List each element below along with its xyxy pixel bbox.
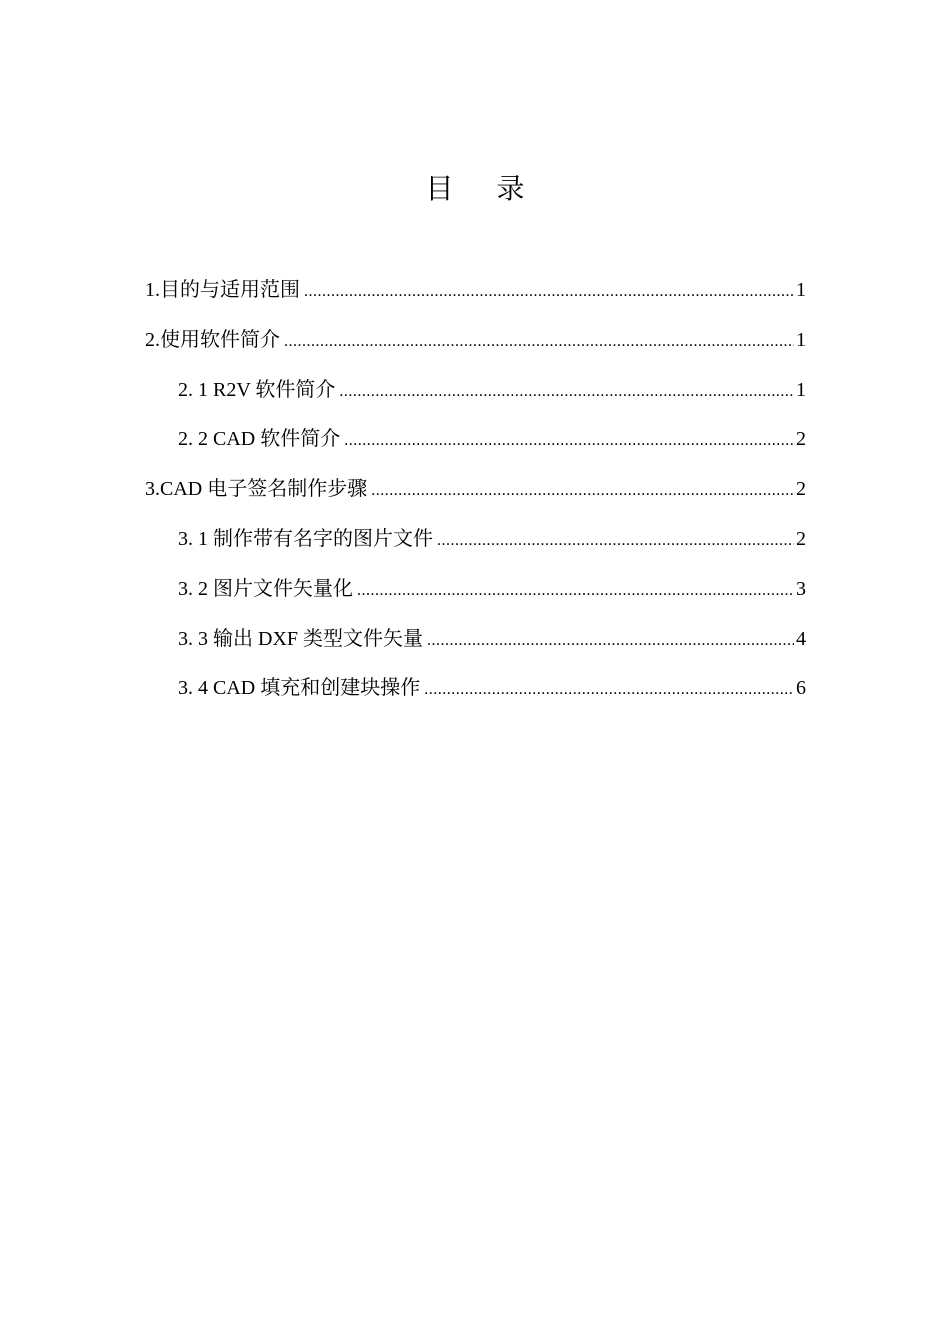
- toc-dot-leader: [339, 376, 794, 408]
- toc-entry[interactable]: [145, 324, 806, 374]
- toc-entry-label: 3. 2 图片文件矢量化: [178, 577, 353, 600]
- toc-entry[interactable]: [145, 573, 806, 623]
- toc-entry[interactable]: [145, 623, 806, 673]
- toc-dot-leader: [344, 425, 794, 457]
- toc-dot-leader: [371, 475, 794, 507]
- toc-entry-label: 1.目的与适用范围: [145, 279, 300, 301]
- toc-dot-leader: [357, 575, 794, 607]
- toc-entry-label: 2. 1 R2V 软件简介: [178, 378, 336, 401]
- toc-entry-label: 3. 3 输出 DXF 类型文件矢量: [178, 627, 424, 650]
- toc-dot-leader: [437, 525, 794, 557]
- toc-page-number: 6: [796, 677, 806, 700]
- page-title: 目 录: [425, 174, 543, 205]
- toc-page-number: 2: [796, 428, 806, 451]
- toc-entry[interactable]: [145, 374, 806, 424]
- toc-dot-leader: [284, 326, 794, 358]
- toc-entry[interactable]: [145, 672, 806, 722]
- toc-page-number: 1: [796, 378, 806, 401]
- toc-dot-leader: [427, 625, 794, 657]
- toc-entry-label: 2.使用软件简介: [145, 328, 280, 351]
- toc-entry[interactable]: [145, 274, 806, 324]
- toc-entry[interactable]: [145, 423, 806, 473]
- toc-entry-label: 3. 4 CAD 填充和创建块操作: [178, 677, 421, 700]
- toc-entry[interactable]: [145, 523, 806, 573]
- toc-entry-label: 2. 2 CAD 软件简介: [178, 428, 341, 451]
- toc-page-number: 2: [796, 527, 806, 550]
- toc-entry-label: 3.CAD 电子签名制作步骤: [145, 478, 368, 501]
- table-of-contents: [145, 274, 806, 722]
- toc-page-number: 4: [796, 627, 806, 650]
- toc-entry-label: 3. 1 制作带有名字的图片文件: [178, 527, 433, 550]
- toc-page-number: 1: [796, 279, 806, 301]
- toc-page-number: 2: [796, 478, 806, 501]
- toc-page-number: 3: [796, 577, 806, 600]
- toc-entry[interactable]: [145, 473, 806, 523]
- toc-page-number: 1: [796, 328, 806, 351]
- toc-dot-leader: [424, 674, 794, 706]
- toc-dot-leader: [304, 276, 794, 308]
